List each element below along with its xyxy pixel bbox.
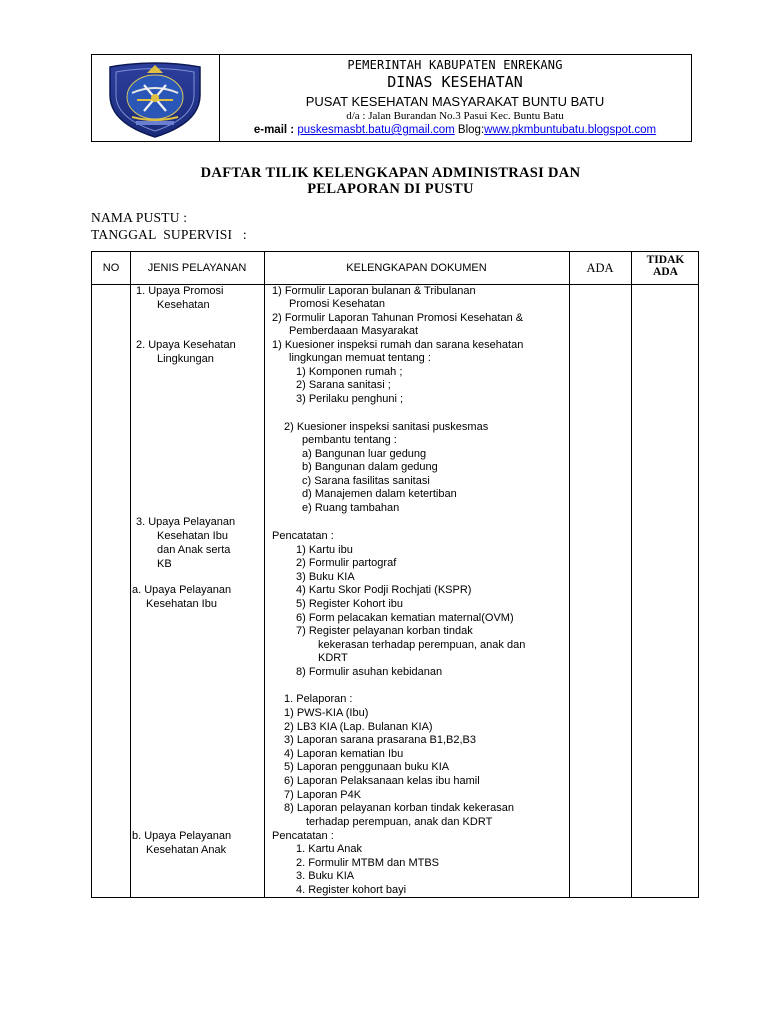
service-item: Lingkungan (157, 353, 214, 365)
doc-item: pembantu tentang : (302, 434, 397, 446)
email-link[interactable]: puskesmasbt.batu@gmail.com (297, 124, 455, 136)
doc-item: 8) Formulir asuhan kebidanan (296, 666, 443, 678)
doc-item: d) Manajemen dalam ketertiban (302, 488, 457, 500)
doc-item: 2) Kuesioner inspeksi sanitasi puskesmas (284, 421, 489, 433)
doc-item: 4) Laporan kematian Ibu (284, 748, 404, 760)
service-item: dan Anak serta (157, 544, 231, 556)
doc-item: 1) PWS-KIA (Ibu) (284, 707, 369, 719)
doc-item: 2) Sarana sanitasi ; (296, 379, 391, 391)
doc-item: 7) Register pelayanan korban tindak (296, 625, 473, 637)
doc-item: KDRT (318, 652, 348, 664)
header-tidak-ada-line1: TIDAK (646, 254, 685, 266)
service-item: a. Upaya Pelayanan (132, 584, 232, 596)
doc-item: 6) Form pelacakan kematian maternal(OVM) (296, 612, 514, 624)
doc-item: 1. Pelaporan : (284, 693, 353, 705)
letterhead-government: PEMERINTAH KABUPATEN ENREKANG (347, 58, 563, 72)
doc-item: 3) Buku KIA (296, 571, 355, 583)
header-tidak-ada-line2: ADA (653, 266, 678, 278)
blog-label: Blog: (454, 124, 485, 136)
doc-item: 2) Formulir partograf (296, 557, 397, 569)
document-title-line1: DAFTAR TILIK KELENGKAPAN ADMINISTRASI DAN (200, 165, 581, 181)
doc-item: Pencatatan : (272, 530, 334, 542)
doc-item: 3. Buku KIA (296, 870, 355, 882)
header-kelengkapan-dokumen: KELENGKAPAN DOKUMEN (346, 262, 487, 274)
letterhead-puskesmas: PUSAT KESEHATAN MASYARAKAT BUNTU BATU (305, 94, 605, 109)
doc-item: Pemberdaaan Masyarakat (289, 325, 419, 337)
blog-link[interactable]: www.pkmbuntubatu.blogspot.com (484, 124, 657, 136)
logo-cell (92, 55, 220, 141)
doc-item: 1) Kartu ibu (296, 544, 353, 556)
service-item: 3. Upaya Pelayanan (136, 516, 236, 528)
service-item: Kesehatan Anak (146, 844, 227, 856)
letterhead-department: DINAS KESEHATAN (387, 73, 523, 91)
doc-item: c) Sarana fasilitas sanitasi (302, 475, 430, 487)
header-tidak-ada (631, 254, 700, 278)
doc-item: 4. Register kohort bayi (296, 884, 407, 896)
doc-item: 6) Laporan Pelaksanaan kelas ibu hamil (284, 775, 480, 787)
doc-item: b) Bangunan dalam gedung (302, 461, 438, 473)
document-title-line2: PELAPORAN DI PUSTU (307, 181, 474, 197)
doc-item: 1) Komponen rumah ; (296, 366, 403, 378)
service-item: Kesehatan Ibu (146, 598, 217, 610)
doc-item: 2) Formulir Laporan Tahunan Promosi Kesehatan & (272, 312, 524, 324)
service-item: 2. Upaya Kesehatan (136, 339, 236, 351)
doc-item: 8) Laporan pelayanan korban tindak kekerasan (284, 802, 514, 814)
letterhead-contact (219, 124, 691, 136)
doc-item: 5) Laporan penggunaan buku KIA (284, 761, 450, 773)
doc-item: lingkungan memuat tentang : (289, 352, 431, 364)
field-nama-pustu: NAMA PUSTU : (91, 210, 188, 225)
doc-item: 3) Laporan sarana prasarana B1,B2,B3 (284, 734, 477, 746)
header-ada: ADA (586, 261, 614, 275)
letterhead (91, 54, 692, 142)
doc-item: 2. Formulir MTBM dan MTBS (296, 857, 440, 869)
doc-item: a) Bangunan luar gedung (302, 448, 427, 460)
email-label: e-mail : (253, 124, 298, 136)
column-divider (264, 252, 265, 897)
service-item: Kesehatan Ibu (157, 530, 228, 542)
doc-item: 7) Laporan P4K (284, 789, 362, 801)
doc-item: e) Ruang tambahan (302, 502, 400, 514)
doc-item: 4) Kartu Skor Podji Rochjati (KSPR) (296, 584, 472, 596)
header-no: NO (102, 262, 120, 274)
service-item: b. Upaya Pelayanan (132, 830, 232, 842)
doc-item: 3) Perilaku penghuni ; (296, 393, 404, 405)
doc-item: 1. Kartu Anak (296, 843, 363, 855)
column-divider (631, 252, 632, 897)
column-divider (130, 252, 131, 897)
doc-item: 1) Kuesioner inspeksi rumah dan sarana kesehatan (272, 339, 524, 351)
letterhead-address: d/a : Jalan Burandan No.3 Pasui Kec. Buntu Batu (346, 110, 564, 122)
service-item: 1. Upaya Promosi (136, 285, 224, 297)
doc-item: Pencatatan : (272, 830, 334, 842)
doc-item: 5) Register Kohort ibu (296, 598, 403, 610)
enrekang-emblem-logo (92, 55, 219, 141)
doc-item: kekerasan terhadap perempuan, anak dan (318, 639, 526, 651)
doc-item: terhadap perempuan, anak dan KDRT (306, 816, 493, 828)
header-jenis-pelayanan: JENIS PELAYANAN (147, 262, 247, 274)
service-item: KB (157, 558, 172, 570)
column-divider (569, 252, 570, 897)
field-tanggal-supervisi: TANGGAL SUPERVISI : (91, 227, 247, 242)
doc-item: 2) LB3 KIA (Lap. Bulanan KIA) (284, 721, 433, 733)
service-item: Kesehatan (157, 299, 210, 311)
doc-item: Promosi Kesehatan (289, 298, 385, 310)
doc-item: 1) Formulir Laporan bulanan & Tribulanan (272, 285, 476, 297)
checklist-table (91, 251, 699, 898)
